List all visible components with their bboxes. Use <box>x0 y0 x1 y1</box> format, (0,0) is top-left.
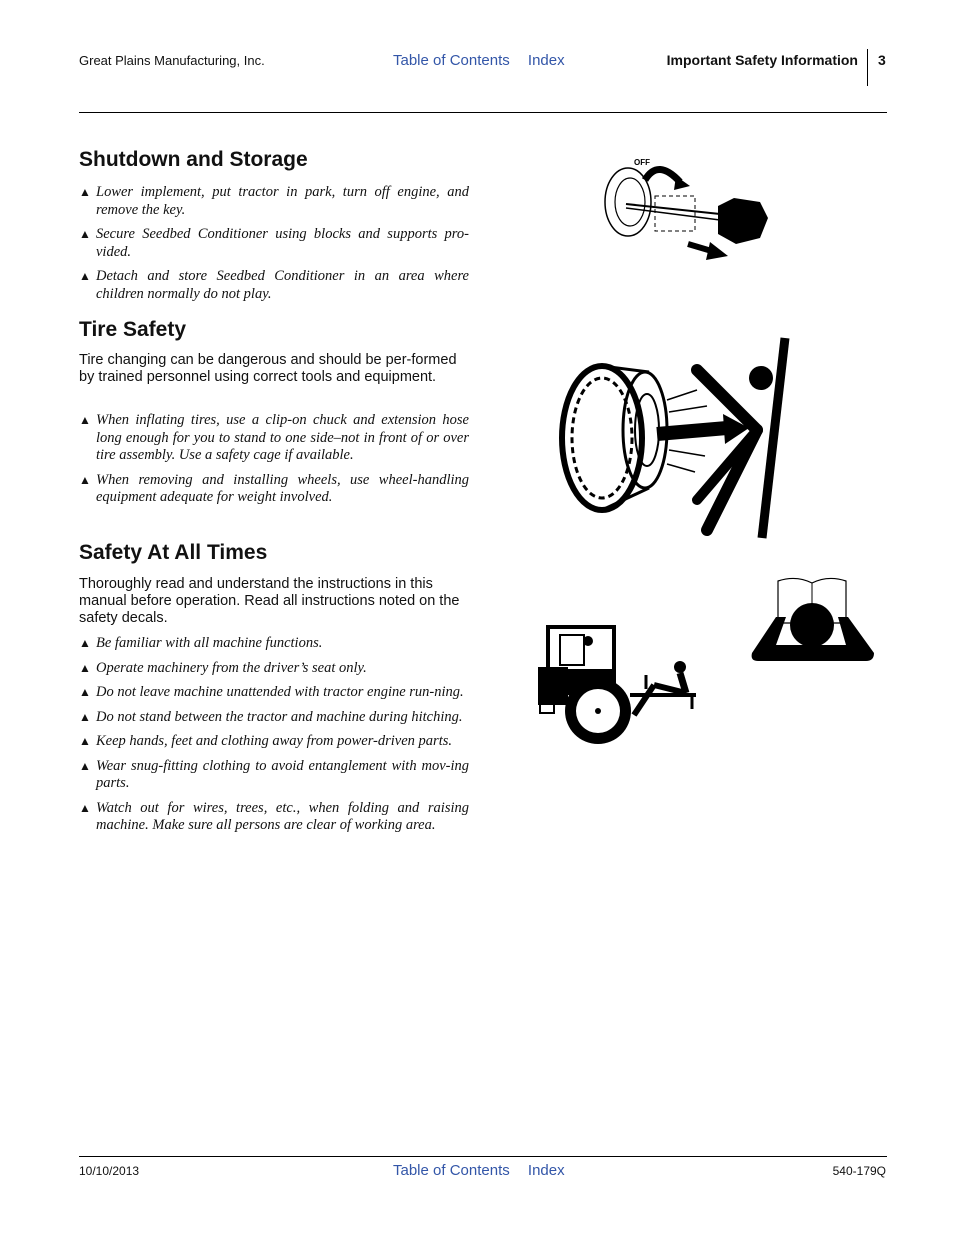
list-item: ▲ Operate machinery from the driver’s seat only. <box>79 659 367 676</box>
triangle-bullet-icon: ▲ <box>79 800 91 815</box>
list-item: ▲ Keep hands, feet and clothing away from power-driven parts. <box>79 733 452 749</box>
triangle-bullet-icon: ▲ <box>79 227 91 241</box>
triangle-bullet-icon: ▲ <box>79 758 91 773</box>
list-item: ▲ Watch out for wires, trees, etc., when folding and raising machine. Make sure all persons are clear of working area. <box>79 799 469 833</box>
tire-bullet-list <box>79 412 469 514</box>
list-item: ▲ When inflating tires, use a clip-on chuck and extension hose long enough for you to stand to one side–not in front of or over tire assembly. Use a safety cage if available. <box>79 412 469 463</box>
ignition-key-off-illustration <box>600 152 775 264</box>
triangle-bullet-icon: ▲ <box>79 660 91 675</box>
footer-index-link[interactable]: Index <box>527 1162 565 1179</box>
triangle-bullet-icon: ▲ <box>79 709 91 724</box>
section-title: Important Safety Information <box>666 52 858 68</box>
list-item: ▲ Detach and store Seedbed Conditioner in an area where children normally do not play. <box>79 268 469 302</box>
company-name: Great Plains Manufacturing, Inc. <box>79 53 265 68</box>
tire-explosion-illustration <box>557 330 792 540</box>
footer-date: 10/10/2013 <box>79 1164 140 1178</box>
header-index-link[interactable]: Index <box>527 52 565 69</box>
triangle-bullet-icon: ▲ <box>79 685 91 699</box>
list-item: ▲ Be familiar with all machine functions. <box>79 635 323 651</box>
footer-rule <box>79 1156 887 1157</box>
list-item: ▲ When removing and installing wheels, use wheel-handling equipment adequate for weight involved. <box>79 471 469 505</box>
header-rule <box>79 112 887 113</box>
list-item: ▲ Do not stand between the tractor and machine during hitching. <box>79 708 463 725</box>
list-item: ▲ Lower implement, put tractor in park, turn off engine, and remove the key. <box>79 184 469 218</box>
triangle-bullet-icon: ▲ <box>79 413 91 427</box>
triangle-bullet-icon: ▲ <box>79 269 91 283</box>
safety-all-times-intro: Thoroughly read and understand the instructions in this manual before operation. Read all instructions noted on the safety decals. <box>79 576 460 626</box>
reading-manual-illustration <box>746 573 878 663</box>
triangle-bullet-icon: ▲ <box>79 472 91 487</box>
page-number: 3 <box>878 52 886 68</box>
list-item: ▲ Do not leave machine unattended with tractor engine run-ning. <box>79 684 464 700</box>
tire-safety-intro: Tire changing can be dangerous and should be per-formed by trained personnel using correct tools and equipment. <box>79 352 457 385</box>
list-item: ▲ Secure Seedbed Conditioner using blocks and supports pro-vided. <box>79 226 469 260</box>
footer-nav <box>393 1162 579 1179</box>
triangle-bullet-icon: ▲ <box>79 734 91 748</box>
list-item: ▲ Wear snug-fitting clothing to avoid entanglement with mov-ing parts. <box>79 757 469 791</box>
safety-bullet-list <box>79 635 469 842</box>
shutdown-bullet-list <box>79 184 469 310</box>
footer-toc-link[interactable]: Table of Contents <box>393 1162 510 1179</box>
ignition-off-label: OFF <box>634 158 650 167</box>
heading-tire-safety: Tire Safety <box>79 318 186 341</box>
document-number: 540-179Q <box>832 1164 886 1178</box>
heading-shutdown-storage: Shutdown and Storage <box>79 148 308 171</box>
tractor-hazard-illustration <box>536 623 701 747</box>
heading-safety-all-times: Safety At All Times <box>79 541 268 564</box>
triangle-bullet-icon: ▲ <box>79 636 91 650</box>
header-divider <box>867 49 868 86</box>
header-toc-link[interactable]: Table of Contents <box>393 52 510 69</box>
triangle-bullet-icon: ▲ <box>79 185 91 199</box>
header-nav <box>393 52 579 69</box>
